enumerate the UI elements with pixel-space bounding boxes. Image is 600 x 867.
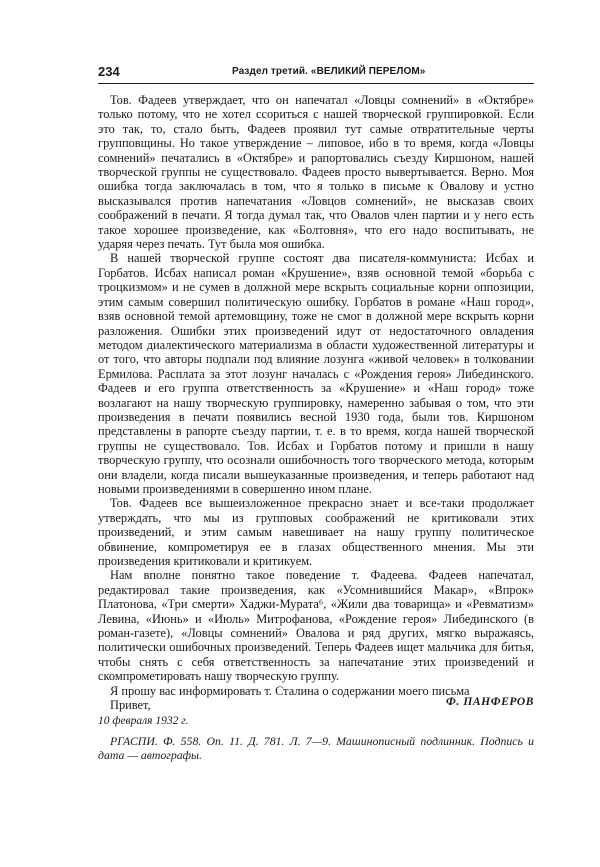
paragraph: Нам вполне понятно такое поведение т. Фадеева. Фадеев напечатал, редактировал такие произведения, как «Усомнившийся Макар», «Впрок» Платонова, «Три смерти» Хаджи-Мурата⁶, «Жили два товарища» и «Ревматизм» Левина, «Июнь» и «Июль» Митрофанова, «Рождение героя» Либединского (в роман-газете), «Ловцы сомнений» Овалова и ряд других, мягко выражаясь, политически ошибочных произведений. Теперь Фадеев ищет мальчика для битья, чтобы снять с себя ответственность за напечатание этих произведений и скомпрометировать нашу творческую группу. <box>98 568 534 684</box>
signature-block <box>98 692 534 713</box>
running-header <box>98 63 534 84</box>
paragraph: Тов. Фадеев утверждает, что он напечатал «Ловцы сомнений» в «Октябре» только потому, что не хотел ссориться с нашей творческой группировкой. Если это так, то, стало быть, Фадеев проявил тут самые отвратительные черты групповщины. Но такое утверждение – липовое, ибо в то время, когда «Ловцы сомнений» печатались в «Октябре» и рапортовались съезду Киршоном, нашей творческой группы не существовало. Фадеев просто вывертывается. Верно. Моя ошибка тогда заключалась в том, что я только в письме к Овалову и устно высказывался против напечатания «Ловцов сомнений», не высказав своих соображений в печати. Я тогда думал так, что Овалов член партии и у него есть такое хорошее произведение, как «Болтовня», что его надо воспитывать, не ударяя через печать. Тут была моя ошибка. <box>98 93 534 252</box>
paragraph: Тов. Фадеев все вышеизложенное прекрасно знает и все-таки продолжает утверждать, что мы из групповых соображений не критиковали этих произведений, и этим самым навешивает на нашу группу политическое обвинение, компрометируя ее в глазах общественного мнения. Мы эти произведения критиковали и критикуем. <box>98 496 534 568</box>
signature: Ф. ПАНФЕРОВ <box>446 696 534 708</box>
paragraph: В нашей творческой группе состоят два писателя-коммуниста: Исбах и Горбатов. Исбах написал роман «Крушение», взяв основной темой «борьба с троцкизмом» и не сумев в должной мере вскрыть социальные корни оппозиции, этим самым совершил политическую ошибку. Горбатов в романе «Наш город», взяв основной темой артемовщину, тоже не смог в должной мере вскрыть корни разложения. Ошибки этих произведений идут от недостаточного овладения методом диалектического материализма в области художественной литературы и от того, что авторы подпали под влияние лозунга «живой человек» в толковании Ермилова. Расплата за этот лозунг началась с «Рождения героя» Либединского. Фадеев и его группа ответственность за «Крушение» и «Наш город» тоже возлагают на нашу творческую группировку, намеренно забывая о том, что эти произведения в печати появились весной 1930 года, были тов. Киршоном представлены в рапорте съезду партии, т. е. в то время, когда нашей творческой группы не существовало. Тов. Исбах и Горбатов потому и пришли в нашу творческую группу, что осознали ошибочность того творческого метода, которым они владели, когда писали вышеуказанные произведения, и теперь работают над новыми произведениями в совершенно ином плане. <box>98 251 534 496</box>
closing-greeting: Привет, <box>110 698 151 713</box>
page-number: 234 <box>98 64 120 79</box>
closing-line: Я прошу вас информировать т. Сталина о содержании моего письма <box>110 683 470 698</box>
archive-note: РГАСПИ. Ф. 558. Оп. 11. Д. 781. Л. 7—9. Машинописный подлинник. Подпись и дата — автографы. <box>98 734 534 763</box>
section-title: Раздел третий. «ВЕЛИКИЙ ПЕРЕЛОМ» <box>232 66 426 77</box>
letter-body <box>98 93 534 712</box>
letter-date: 10 февраля 1932 г. <box>98 715 189 727</box>
